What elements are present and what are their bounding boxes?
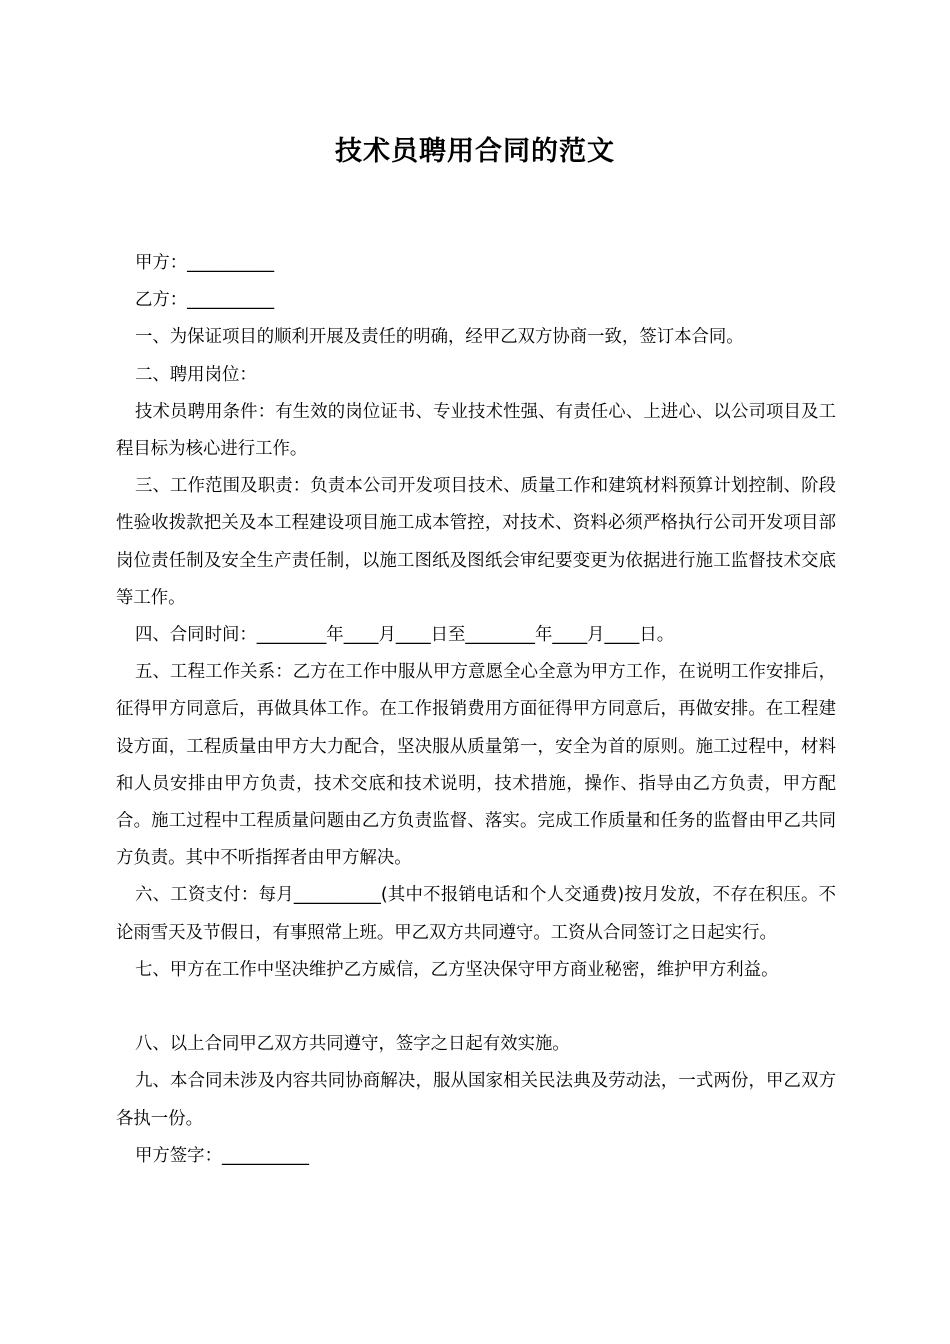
clause-6: 六、工资支付：每月__________(其中不报销电话和个人交通费)按月发放，不存在积压。不论雨雪天及节假日，有事照常上班。甲乙双方共同遵守。工资从合同签订之日起实行。 [116,885,836,943]
clause-4: 四、合同时间：________年____月____日至________年____月____日。 [135,625,675,646]
party-b-line: 乙方：__________ [135,290,275,311]
clause-3: 三、工作范围及职责：负责本公司开发项目技术、质量工作和建筑材料预算计划控制、阶段性验收拨款把关及本工程建设项目施工成本管控，对技术、资料必须严格执行公司开发项目部岗位责任制及安全生产责任制，以施工图纸及图纸会审纪要变更为依据进行施工监督技术交底等工作。 [116,476,836,608]
clause-2-conditions: 技术员聘用条件：有生效的岗位证书、专业技术性强、有责任心、上进心、以公司项目及工程目标为核心进行工作。 [116,401,836,460]
party-a-line: 甲方：__________ [135,253,275,273]
clause-9: 九、本合同未涉及内容共同协商解决，服从国家相关民法典及劳动法，一式两份，甲乙双方各执一份。 [116,1071,836,1129]
clause-2-heading: 二、聘用岗位： [135,364,257,385]
clause-7: 七、甲方在工作中坚决维护乙方威信，乙方坚决保守甲方商业秘密，维护甲方利益。 [135,959,779,980]
party-a-signature-line: 甲方签字：__________ [135,1145,309,1166]
document-body [116,245,836,1175]
paragraph-gap [116,989,836,1026]
clause-1: 一、为保证项目的顺利开展及责任的明确，经甲乙双方协商一致，签订本合同。 [135,327,744,348]
document-title: 技术员聘用合同的范文 [335,136,615,167]
clause-8: 八、以上合同甲乙双方共同遵守，签字之日起有效实施。 [135,1034,570,1055]
clause-5: 五、工程工作关系：乙方在工作中服从甲方意愿全心全意为甲方工作，在说明工作安排后，征得甲方同意后，再做具体工作。在工作报销费用方面征得甲方同意后，再做安排。在工程建设方面，工程质量由甲方大力配合，坚决服从质量第一，安全为首的原则。施工过程中，材料和人员安排由甲方负责，技术交底和技术说明，技术措施，操作、指导由乙方负责，甲方配合。施工过程中工程质量问题由乙方负责监督、落实。完成工作质量和任务的监督由甲乙共同方负责。其中不听指挥者由甲方解决。 [116,662,836,869]
